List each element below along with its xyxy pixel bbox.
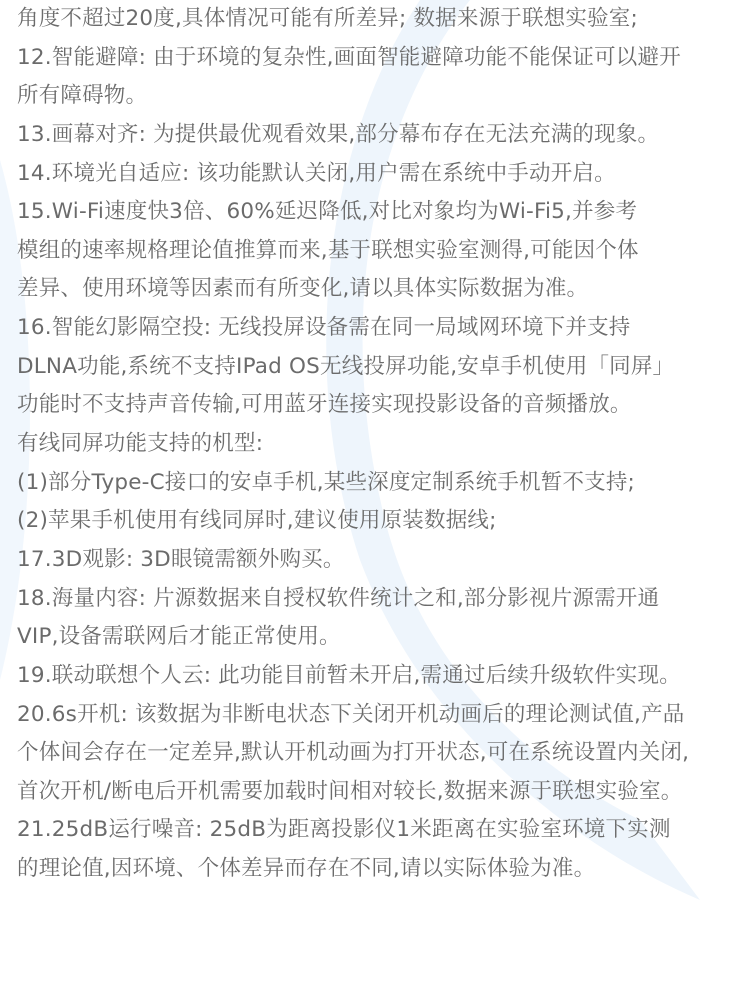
- note-line: 19.联动联想个人云: 此功能目前暂未开启,需通过后续升级软件实现。: [17, 662, 681, 688]
- note-line: 角度不超过20度,具体情况可能有所差异; 数据来源于联想实验室;: [17, 6, 638, 31]
- note-line: 差异、使用环境等因素而有所变化,请以具体实际数据为准。: [17, 276, 589, 302]
- note-line: 首次开机/断电后开机需要加载时间相对较长,数据来源于联想实验室。: [17, 778, 683, 804]
- note-line: 13.画幕对齐: 为提供最优观看效果,部分幕布存在无法充满的现象。: [17, 121, 660, 147]
- note-line: 20.6s开机: 该数据为非断电状态下关闭开机动画后的理论测试值,产品: [17, 701, 685, 727]
- disclaimer-notes: [17, 0, 743, 889]
- note-line: 有线同屏功能支持的机型:: [17, 431, 264, 457]
- note-line: 16.智能幻影隔空投: 无线投屏设备需在同一局域网环境下并支持: [17, 315, 631, 341]
- note-line: 12.智能避障: 由于环境的复杂性,画面智能避障功能不能保证可以避开: [17, 44, 681, 70]
- note-line: 21.25dB运行噪音: 25dB为距离投影仪1米距离在实验室环境下实测: [17, 817, 671, 843]
- note-line: DLNA功能,系统不支持IPad OS无线投屏功能,安卓手机使用「同屏」: [17, 353, 675, 379]
- note-line: (2)苹果手机使用有线同屏时,建议使用原装数据线;: [17, 508, 497, 534]
- note-line: 所有障碍物。: [17, 83, 148, 109]
- note-line: 15.Wi-Fi速度快3倍、60%延迟降低,对比对象均为Wi-Fi5,并参考: [17, 199, 638, 225]
- note-line: (1)部分Type-C接口的安卓手机,某些深度定制系统手机暂不支持;: [17, 469, 635, 495]
- note-line: 模组的速率规格理论值推算而来,基于联想实验室测得,可能因个体: [17, 237, 639, 263]
- note-line: 17.3D观影: 3D眼镜需额外购买。: [17, 546, 345, 572]
- note-line: 的理论值,因环境、个体差异而存在不同,请以实际体验为准。: [17, 856, 596, 882]
- note-line: 14.环境光自适应: 该功能默认关闭,用户需在系统中手动开启。: [17, 160, 616, 186]
- note-line: VIP,设备需联网后才能正常使用。: [17, 624, 341, 650]
- note-line: 功能时不支持声音传输,可用蓝牙连接实现投影设备的音频播放。: [17, 392, 632, 418]
- note-line: 18.海量内容: 片源数据来自授权软件统计之和,部分影视片源需开通: [17, 585, 660, 611]
- note-line: 个体间会存在一定差异,默认开机动画为打开状态,可在系统设置内关闭,: [17, 740, 690, 766]
